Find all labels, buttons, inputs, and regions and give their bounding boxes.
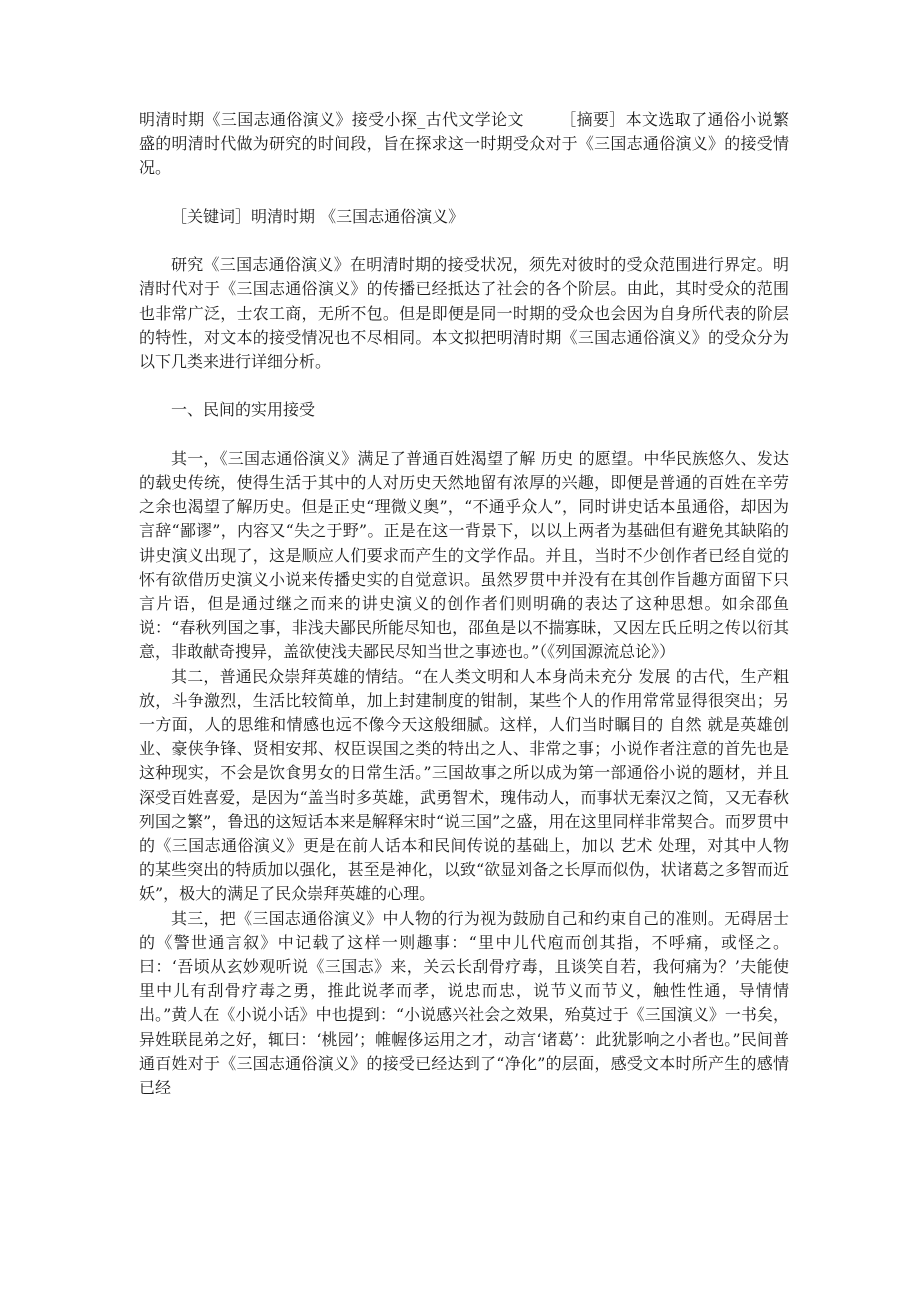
paragraph-three: 其三，把《三国志通俗演义》中人物的行为视为鼓励自己和约束自己的准则。无碍居士的《警世通言叙》中记载了这样一则趣事：“里中儿代庖而创其指，不呼痛，或怪之。曰：‘吾顷从玄妙观听说《三国志》来，关云长刮骨疗毒，且谈笑自若，我何痛为？’夫能使里中儿有刮骨疗毒之勇，推此说孝而孝，说忠而忠，说节义而节义，触性性通，导情情出。”黄人在《小说小话》中也提到：“小说感兴社会之效果，殆莫过于《三国演义》一书矣，异姓联昆弟之好，辄曰：‘桃园’；帷幄侈运用之才，动言‘诸葛’：此犹影响之小者也。”民间普通百姓对于《三国志通俗演义》的接受已经达到了“净化”的层面，感受文本时所产生的感情已经 (139, 908, 789, 1098)
keywords-line: ［关键词］明清时期 《三国志通俗演义》 (171, 206, 465, 226)
spacer (139, 423, 789, 447)
abstract-text: ［摘要］本文选取了通俗小说繁盛的明清时代做为研究的时间段，旨在探求这一时期受众对于《三国志通俗演义》的接受情况。 (139, 110, 789, 178)
spacer (139, 374, 789, 398)
intro-paragraph: 研究《三国志通俗演义》在明清时期的接受状况，须先对彼时的受众范围进行界定。明清时代对于《三国志通俗演义》的传播已经抵达了社会的各个阶层。由此，其时受众的范围也非常广泛，士农工商，无所不包。但是即便是同一时期的受众也会因为自身所代表的阶层的特性，对文本的接受情况也不尽相同。本文拟把明清时期《三国志通俗演义》的受众分为以下几类来进行详细分析。 (139, 255, 789, 371)
document-title: 明清时期《三国志通俗演义》接受小探_古代文学论文 (139, 110, 524, 129)
document-page (139, 108, 789, 1100)
paragraph-one: 其一，《三国志通俗演义》满足了普通百姓渴望了解 历史 的愿望。中华民族悠久、发达的载史传统，使得生活于其中的人对历史天然地留有浓厚的兴趣，即便是普通的百姓在辛劳之余也渴望了解历史。但是正史“理微义奥”，“不通乎众人”，同时讲史话本虽通俗，却因为言辞“鄙谬”，内容又“失之于野”。正是在这一背景下，以以上两者为基础但有避免其缺陷的讲史演义出现了，这是顺应人们要求而产生的文学作品。并且，当时不少创作者已经自觉的怀有欲借历史演义小说来传播史实的自觉意识。虽然罗贯中并没有在其创作旨趣方面留下只言片语，但是通过继之而来的讲史演义的创作者们则明确的表达了这种思想。如余邵鱼说：“春秋列国之事，非浅夫鄙民所能尽知也，邵鱼是以不揣寡昧，又因左氏丘明之传以衍其意，非敢献奇搜异，盖欲使浅夫鄙民尽知当世之事迹也。”（《列国源流总论》） (139, 448, 789, 662)
spacer (139, 181, 789, 205)
spacer (139, 229, 789, 253)
paragraph-two: 其二，普通民众崇拜英雄的情结。“在人类文明和人本身尚未充分 发展 的古代，生产粗放，斗争激烈，生活比较简单，加上封建制度的钳制，某些个人的作用常常显得很突出；另一方面，人的思维和情感也远不像今天这般细腻。这样，人们当时瞩目的 自然 就是英雄创业、豪侠争锋、贤相安邦、权臣误国之类的特出之人、非常之事；小说作者注意的首先也是这种现实，不会是饮食男女的日常生活。”三国故事之所以成为第一部通俗小说的题材，并且深受百姓喜爱，是因为“盖当时多英雄，武勇智术，瑰伟动人，而事状无秦汉之简，又无春秋列国之繁”，鲁迅的这短话本来是解释宋时“说三国”之盛，用在这里同样非常契合。而罗贯中的《三国志通俗演义》更是在前人话本和民间传说的基础上，加以 艺术 处理，对其中人物的某些突出的特质加以强化，甚至是神化，以致“欲显刘备之长厚而似伪，状诸葛之多智而近妖”，极大的满足了民众崇拜英雄的心理。 (139, 666, 789, 904)
section-heading: 一、民间的实用接受 (171, 400, 316, 420)
title-and-abstract (139, 108, 789, 181)
